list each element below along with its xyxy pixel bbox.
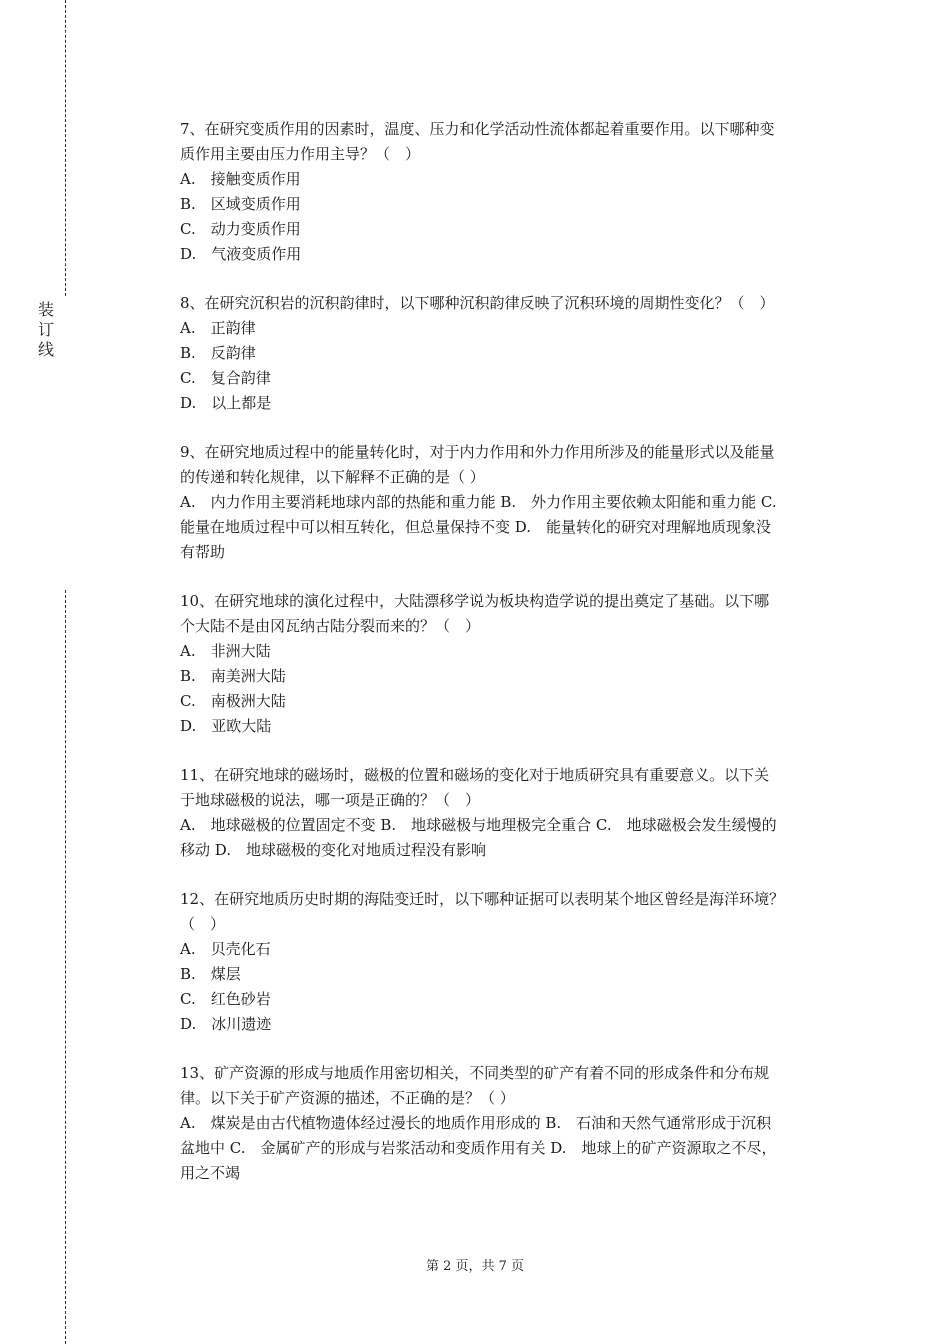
option-c: C. 红色砂岩 [180, 990, 271, 1008]
question-stem-line: 于地球磁极的说法，哪一项是正确的？（ ） [180, 791, 481, 809]
question-stem-line: 10、在研究地球的演化过程中，大陆漂移学说为板块构造学说的提出奠定了基础。以下哪 [180, 592, 770, 610]
page-number: 第 2 页，共 7 页 [425, 1259, 525, 1274]
question-options-line: A. 煤炭是由古代植物遗体经过漫长的地质作用形成的 B. 石油和天然气通常形成于沉积 [180, 1114, 772, 1132]
option-a: A. 接触变质作用 [180, 170, 301, 188]
option-d: D. 亚欧大陆 [180, 717, 272, 735]
option-a: A. 非洲大陆 [180, 642, 271, 660]
option-b: B. 煤层 [180, 965, 241, 983]
question-stem-line: 质作用主要由压力作用主导？（ ） [180, 145, 421, 163]
option-b: B. 反韵律 [180, 344, 256, 362]
binding-dashed-line-bottom [65, 590, 66, 1344]
option-c: C. 复合韵律 [180, 369, 271, 387]
question-7 [180, 117, 845, 267]
question-options-line: A. 内力作用主要消耗地球内部的热能和重力能 B. 外力作用主要依赖太阳能和重力能 C. [180, 493, 777, 511]
question-9 [180, 440, 845, 565]
question-stem-line: （ ） [180, 915, 226, 933]
option-a: A. 正韵律 [180, 319, 256, 337]
option-d: D. 以上都是 [180, 394, 272, 412]
question-list [180, 117, 845, 1210]
question-12 [180, 887, 845, 1037]
question-stem-line: 12、在研究地质历史时期的海陆变迁时，以下哪种证据可以表明某个地区曾经是海洋环境？ [180, 890, 785, 908]
question-10 [180, 589, 845, 739]
binding-label-char: 订 [37, 320, 54, 339]
question-8 [180, 291, 845, 416]
question-stem-line: 律。以下关于矿产资源的描述，不正确的是？（ ） [180, 1089, 515, 1107]
binding-label-char: 装 [37, 300, 54, 319]
question-options-line: A. 地球磁极的位置固定不变 B. 地球磁极与地理极完全重合 C. 地球磁极会发生缓慢的 [180, 816, 777, 834]
question-stem-line: 的传递和转化规律，以下解释不正确的是（ ） [180, 468, 485, 486]
question-13 [180, 1061, 845, 1186]
option-a: A. 贝壳化石 [180, 940, 271, 958]
option-b: B. 南美洲大陆 [180, 667, 286, 685]
question-options-line: 能量在地质过程中可以相互转化，但总量保持不变 D. 能量转化的研究对理解地质现象没 [180, 518, 772, 536]
question-11 [180, 763, 845, 863]
question-options-line: 盆地中 C. 金属矿产的形成与岩浆活动和变质作用有关 D. 地球上的矿产资源取之不尽， [180, 1139, 777, 1157]
question-options-line: 用之不竭 [180, 1164, 241, 1182]
binding-line-label [36, 300, 56, 360]
question-stem-line: 13、矿产资源的形成与地质作用密切相关，不同类型的矿产有着不同的形成条件和分布规 [180, 1064, 770, 1082]
option-b: B. 区域变质作用 [180, 195, 301, 213]
option-c: C. 动力变质作用 [180, 220, 301, 238]
question-options-line: 移动 D. 地球磁极的变化对地质过程没有影响 [180, 841, 487, 859]
question-stem-line: 9、在研究地质过程中的能量转化时，对于内力作用和外力作用所涉及的能量形式以及能量 [180, 443, 775, 461]
question-stem-line: 个大陆不是由冈瓦纳古陆分裂而来的？（ ） [180, 617, 481, 635]
question-stem-line: 8、在研究沉积岩的沉积韵律时，以下哪种沉积韵律反映了沉积环境的周期性变化？（ ） [180, 294, 775, 312]
binding-label-char: 线 [37, 340, 54, 359]
option-c: C. 南极洲大陆 [180, 692, 286, 710]
binding-dashed-line-top [65, 0, 66, 296]
question-stem-line: 7、在研究变质作用的因素时，温度、压力和化学活动性流体都起着重要作用。以下哪种变 [180, 120, 775, 138]
question-options-line: 有帮助 [180, 543, 226, 561]
option-d: D. 气液变质作用 [180, 245, 302, 263]
question-stem-line: 11、在研究地球的磁场时，磁极的位置和磁场的变化对于地质研究具有重要意义。以下关 [180, 766, 770, 784]
option-d: D. 冰川遗迹 [180, 1015, 272, 1033]
